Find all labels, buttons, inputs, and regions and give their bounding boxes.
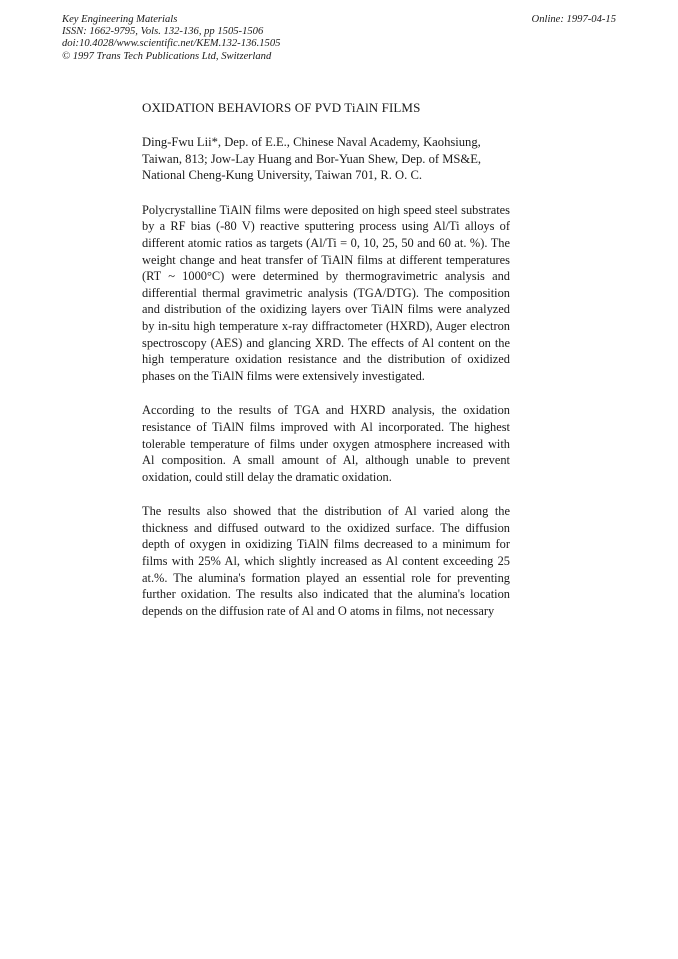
citation-header [62,14,280,63]
journal-name: Key Engineering Materials [62,14,178,25]
issn-volume-pages: ISSN: 1662-9795, Vols. 132-136, pp 1505-1506 [62,26,264,38]
author-affiliations: Ding-Fwu Lii*, Dep. of E.E., Chinese Naval Academy, Kaohsiung, Taiwan, 813; Jow-Lay Huang and Bor-Yuan Shew, Dep. of MS&E, National Cheng-Kung University, Taiwan 701, R. O. C. [142,135,482,183]
abstract-paragraph-1: Polycrystalline TiAlN films were deposited on high speed steel substrates by a RF bias (-80 V) reactive sputtering process using Al/Ti alloys of different atomic ratios as targets (Al/Ti = 0, 10, 25, 50 and 60 at. %). The weight change and heat transfer of TiAlN films at different temperatures (RT ~ 1000°C) were determined by thermogravimetric analysis and differential thermal gravimetric analysis (TGA/DTG). The composition and distribution of the oxidizing layers over TiAlN films were analyzed by in-situ high temperature x-ray diffractometer (HXRD), Auger electron spectroscopy (AES) and glancing XRD. The effects of Al content on the high temperature oxidation resistance and the distribution of oxidized phases on the TiAlN films were extensively investigated. [142,202,510,383]
abstract-paragraph-2: According to the results of TGA and HXRD analysis, the oxidation resistance of TiAlN films improved with Al incorporated. The highest tolerable temperature of films under oxygen atmosphere increased with Al composition. A small amount of Al, although unable to prevent oxidation, could still delay the dramatic oxidation. [142,403,510,484]
paper-title: OXIDATION BEHAVIORS OF PVD TiAlN FILMS [142,100,421,115]
paper-body [142,100,510,637]
online-date: Online: 1997-04-15 [531,14,616,25]
abstract-paragraph-3: The results also showed that the distribution of Al varied along the thickness and diffused outward to the oxidized surface. The diffusion depth of oxygen in oxidizing TiAlN films decreased to a minimum for films with 25% Al, which slightly increased as Al content exceeding 25 at.%. The alumina's formation played an essential role for preventing further oxidation. The results also indicated that the alumina's location depends on the diffusion rate of Al and O atoms in films, not necessary [142,504,510,618]
doi-line: doi:10.4028/www.scientific.net/KEM.132-136.1505 [62,38,281,50]
copyright-line: © 1997 Trans Tech Publications Ltd, Switzerland [62,50,272,62]
